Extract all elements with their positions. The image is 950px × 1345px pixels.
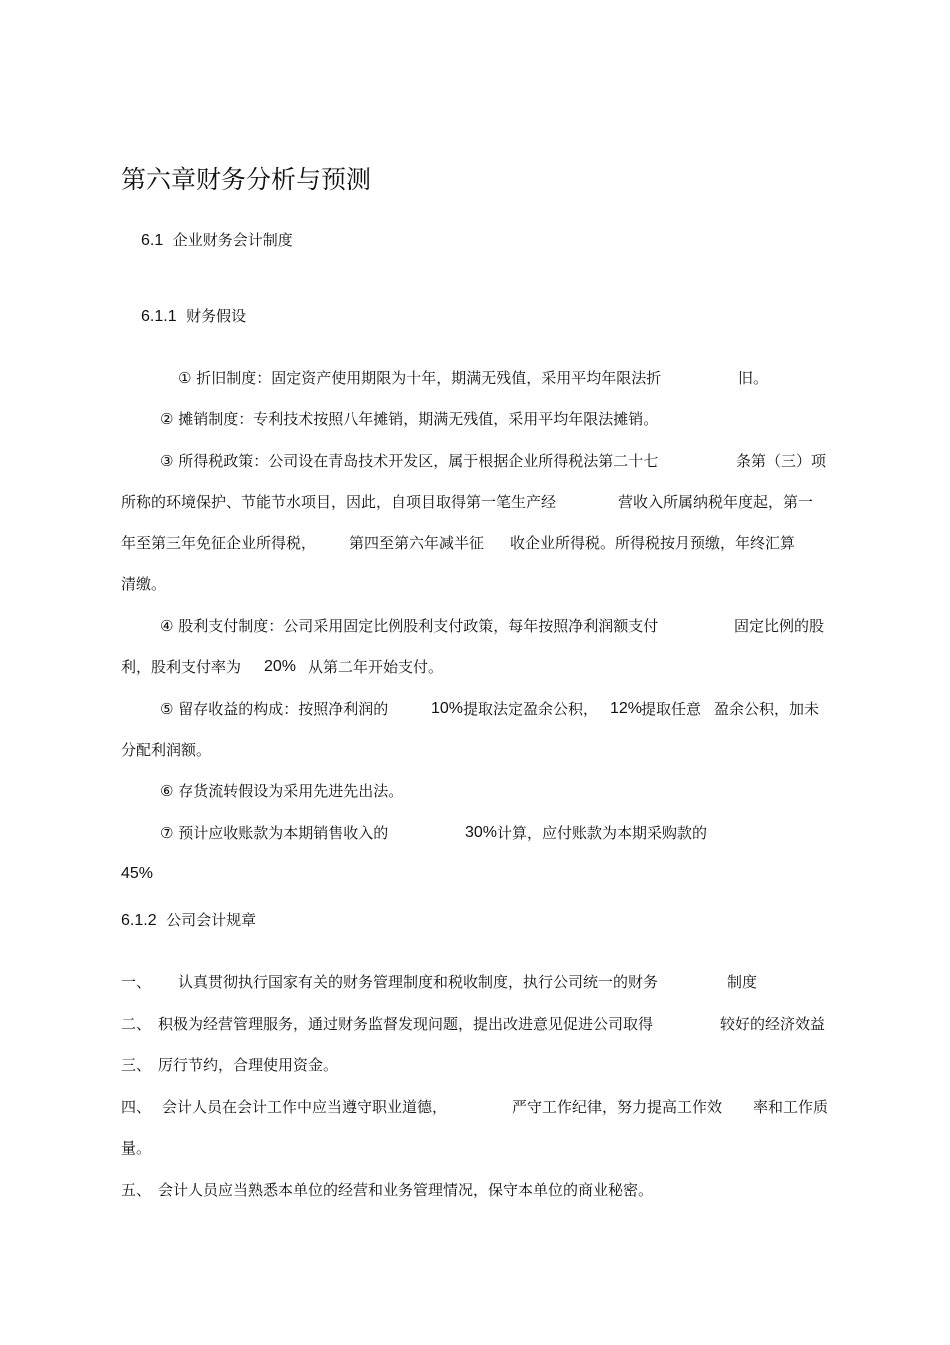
rule-2-number: 二、: [121, 1015, 152, 1033]
item-4-line-2-a: 利，股利支付率为: [121, 658, 242, 676]
item-3-line-1-end: 条第（三）项: [736, 452, 827, 470]
section-number: 6.1.2: [121, 912, 157, 929]
section-title: 公司会计规章: [166, 911, 257, 929]
item-5-line-1-c: 提取法定盈余公积，: [463, 700, 599, 718]
chapter-title: 第六章财务分析与预测: [121, 164, 372, 194]
item-5-discretionary-rate: 12%: [610, 700, 643, 717]
item-7-line-1-c: 计算，应付账款为本期采购款的: [497, 824, 708, 842]
rule-1-number: 一、: [121, 973, 152, 991]
item-1-text-end: 旧。: [738, 369, 769, 387]
rule-4-text-c: 率和工作质: [753, 1098, 829, 1116]
rule-4-text-b: 严守工作纪律，努力提高工作效: [512, 1098, 723, 1116]
rule-1-text-end: 制度: [727, 973, 758, 991]
rule-2-text-end: 较好的经济效益: [720, 1015, 826, 1033]
item-3-line-4: 清缴。: [121, 575, 167, 593]
item-2-text: ② 摊销制度：专利技术按照八年摊销，期满无残值，采用平均年限法摊销。: [160, 410, 659, 428]
section-number: 6.1: [141, 232, 164, 249]
rule-3-number: 三、: [121, 1056, 152, 1074]
item-3-line-2: 所称的环境保护、节能节水项目，因此，自项目取得第一笔生产经: [121, 493, 557, 511]
item-5-line-1-f: 盈余公积，加未: [714, 700, 820, 718]
item-6-text: ⑥ 存货流转假设为采用先进先出法。: [160, 782, 404, 800]
item-7-payable-rate: 45%: [121, 865, 154, 882]
item-7-receivable-rate: 30%: [465, 824, 498, 841]
item-3-line-1: ③ 所得税政策：公司设在青岛技术开发区，属于根据企业所得税法第二十七: [160, 452, 659, 470]
item-3-line-3-a: 年至第三年免征企业所得税，: [121, 534, 317, 552]
item-5-line-2: 分配利润额。: [121, 741, 212, 759]
item-4-payout-rate: 20%: [264, 658, 297, 675]
section-title: 企业财务会计制度: [172, 231, 293, 249]
item-5-statutory-rate: 10%: [431, 700, 464, 717]
rule-4-line-2: 量。: [121, 1139, 152, 1157]
item-7-line-1-a: ⑦ 预计应收账款为本期销售收入的: [160, 824, 389, 842]
item-5-line-1-a: ⑤ 留存收益的构成：按照净利润的: [160, 700, 389, 718]
item-3-line-3-c: 收企业所得税。所得税按月预缴，年终汇算: [510, 534, 796, 552]
item-5-line-1-e: 提取任意: [641, 700, 702, 718]
item-4-line-1-end: 固定比例的股: [734, 617, 825, 635]
section-heading-6-1-1: [141, 306, 246, 327]
rule-5-number: 五、: [121, 1181, 152, 1199]
rule-1-text: 认真贯彻执行国家有关的财务管理制度和税收制度，执行公司统一的财务: [178, 973, 659, 991]
section-title: 财务假设: [186, 307, 247, 325]
item-3-line-2-end: 营收入所属纳税年度起，第一: [618, 493, 814, 511]
item-4-line-2-c: 从第二年开始支付。: [308, 658, 444, 676]
section-heading-6-1-2: [121, 910, 256, 931]
rule-5-text: 会计人员应当熟悉本单位的经营和业务管理情况，保守本单位的商业秘密。: [158, 1181, 654, 1199]
rule-4-text-a: 会计人员在会计工作中应当遵守职业道德，: [162, 1098, 448, 1116]
section-heading-6-1: [141, 230, 293, 251]
rule-3-text: 厉行节约，合理使用资金。: [158, 1056, 339, 1074]
rule-2-text: 积极为经营管理服务，通过财务监督发现问题，提出改进意见促进公司取得: [158, 1015, 654, 1033]
item-3-line-3-b: 第四至第六年减半征: [349, 534, 485, 552]
rule-4-number: 四、: [121, 1098, 152, 1116]
item-4-line-1: ④ 股利支付制度：公司采用固定比例股利支付政策，每年按照净利润额支付: [160, 617, 659, 635]
item-1-text: ① 折旧制度：固定资产使用期限为十年，期满无残值，采用平均年限法折: [178, 369, 662, 387]
section-number: 6.1.1: [141, 308, 177, 325]
